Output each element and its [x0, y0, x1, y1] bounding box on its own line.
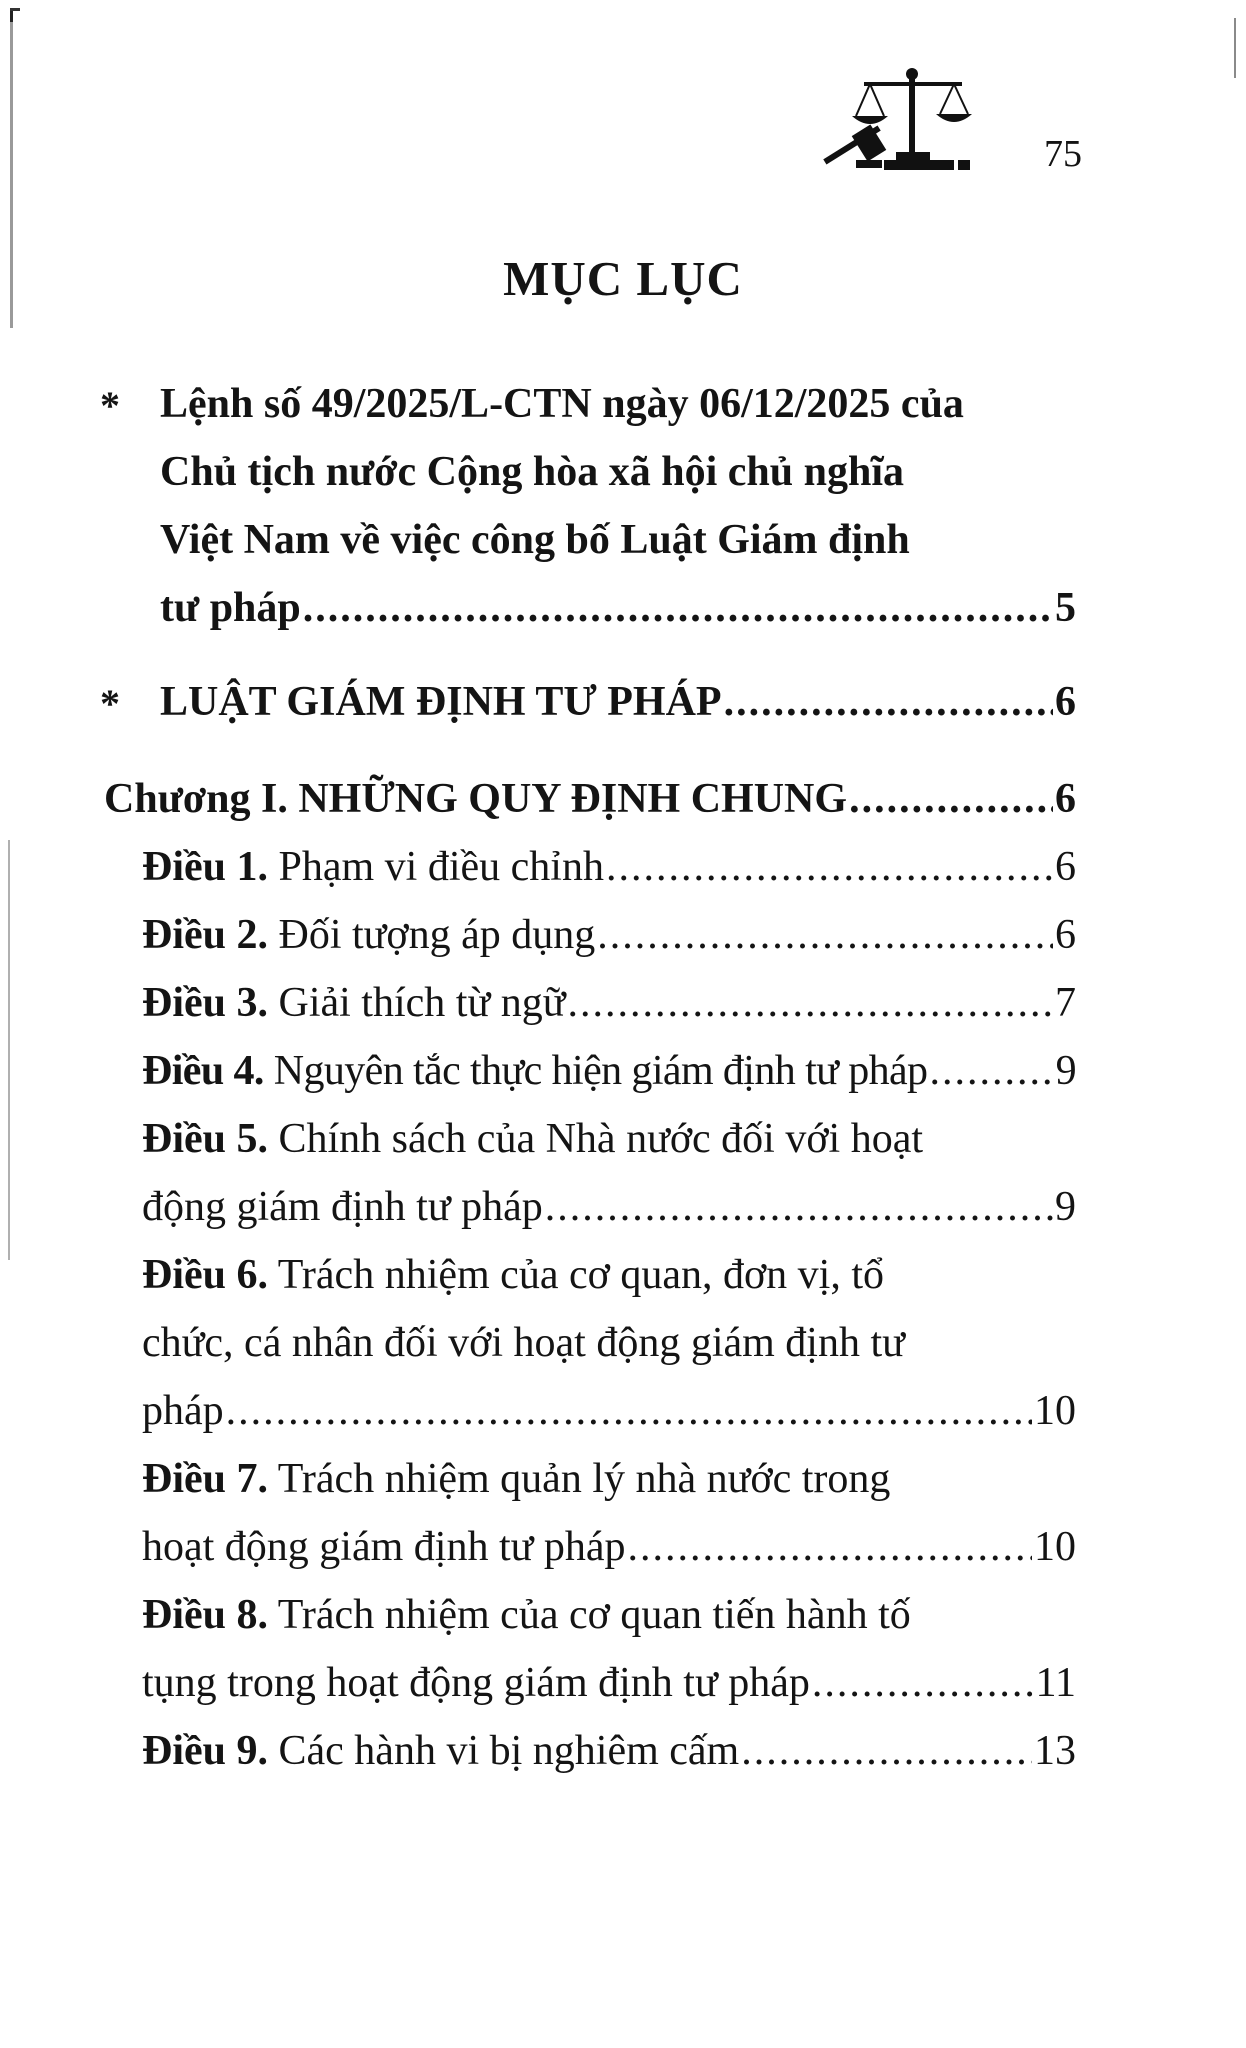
toc-page-number: 11 — [1035, 1660, 1076, 1706]
toc-entry-text: động giám định tư pháp — [142, 1184, 543, 1230]
dot-leader — [597, 901, 1053, 969]
toc-entry-text: Trách nhiệm của cơ quan, đơn vị, tổ — [277, 1252, 885, 1298]
dot-leader — [812, 1649, 1034, 1717]
toc-page-number: 6 — [1055, 679, 1076, 725]
dot-leader — [628, 1513, 1032, 1581]
toc-page-number: 9 — [1055, 1184, 1076, 1230]
toc-entry-text: Chương I. NHỮNG QUY ĐỊNH CHUNG — [104, 776, 848, 822]
dot-leader — [303, 574, 1053, 642]
dot-leader — [724, 668, 1053, 736]
toc-entry-text: Trách nhiệm của cơ quan tiến hành tố — [277, 1592, 911, 1638]
page-number: 75 — [1044, 133, 1082, 175]
toc-entry-line — [160, 370, 1076, 438]
toc-entry-line — [160, 668, 1076, 736]
toc-entry-article-1[interactable] — [142, 833, 1076, 901]
scan-edge-right — [1234, 18, 1236, 78]
toc-entry-article-5[interactable] — [142, 1105, 1076, 1241]
toc-entry-text: Trách nhiệm quản lý nhà nước trong — [277, 1456, 891, 1502]
article-label: Điều 6. — [142, 1252, 268, 1298]
article-label: Điều 8. — [142, 1592, 268, 1638]
scan-edge-left-lower — [8, 840, 10, 1260]
toc-entry-line — [142, 1513, 1076, 1581]
toc-entry-line — [142, 1649, 1076, 1717]
dot-leader — [568, 969, 1054, 1037]
toc-entry-text: Phạm vi điều chỉnh — [278, 844, 604, 890]
article-label: Điều 1. — [142, 844, 268, 890]
toc-entry-line — [142, 1445, 1076, 1513]
toc-page-number: 10 — [1034, 1524, 1076, 1570]
toc-entry-text: tụng trong hoạt động giám định tư pháp — [142, 1660, 810, 1706]
toc-entry-text: chức, cá nhân đối với hoạt động giám định tư — [142, 1320, 905, 1366]
toc-entry-line — [142, 1377, 1076, 1445]
toc-entry-article-6[interactable] — [142, 1241, 1076, 1445]
toc-entry-text: Giải thích từ ngữ — [278, 980, 566, 1026]
toc-entry-text: Lệnh số 49/2025/L-CTN ngày 06/12/2025 của — [160, 381, 964, 427]
toc-entry-law[interactable] — [160, 668, 1076, 736]
toc-page-number: 6 — [1055, 912, 1076, 958]
toc-entry-line — [142, 901, 1076, 969]
toc-page-number: 13 — [1034, 1728, 1076, 1774]
toc-entry-line — [142, 1037, 1076, 1105]
toc-entry-chapter-1[interactable] — [104, 765, 1076, 833]
toc-entry-text: Các hành vi bị nghiêm cấm — [278, 1728, 740, 1774]
toc-page-number: 6 — [1055, 776, 1076, 822]
toc-entry-text: tư pháp — [160, 585, 301, 631]
toc-entry-article-4[interactable] — [142, 1037, 1076, 1105]
toc-entry-article-3[interactable] — [142, 969, 1076, 1037]
dot-leader — [606, 833, 1053, 901]
toc-entry-text: Việt Nam về việc công bố Luật Giám định — [160, 517, 910, 563]
dot-leader — [929, 1037, 1053, 1105]
toc-entry-line — [142, 1717, 1076, 1785]
dot-leader — [849, 765, 1053, 833]
toc-entry-line — [142, 1581, 1076, 1649]
toc-entry-article-7[interactable] — [142, 1445, 1076, 1581]
toc-entry-text: hoạt động giám định tư pháp — [142, 1524, 626, 1570]
toc-entry-line — [142, 1173, 1076, 1241]
toc-entry-text: Chủ tịch nước Cộng hòa xã hội chủ nghĩa — [160, 449, 904, 495]
toc-entry-line — [142, 1241, 1076, 1309]
toc-entry-line — [142, 833, 1076, 901]
article-label: Điều 5. — [142, 1116, 268, 1162]
toc-entry-article-9[interactable] — [142, 1717, 1076, 1785]
toc-entry-line — [160, 574, 1076, 642]
toc-entry-text: LUẬT GIÁM ĐỊNH TƯ PHÁP — [160, 679, 722, 725]
toc-entry-text: Nguyên tắc thực hiện giám định tư pháp — [273, 1048, 928, 1094]
scales-of-justice-gavel-icon — [822, 64, 992, 184]
article-label: Điều 4. — [142, 1048, 264, 1094]
toc-entry-text: pháp — [142, 1388, 224, 1434]
toc-entry-line — [160, 438, 1076, 506]
toc-page-number: 9 — [1055, 1048, 1076, 1094]
bullet-star: * — [100, 383, 120, 428]
dot-leader — [226, 1377, 1032, 1445]
article-label: Điều 9. — [142, 1728, 268, 1774]
dot-leader — [741, 1717, 1032, 1785]
toc-entry-order[interactable] — [160, 370, 1076, 642]
dot-leader — [545, 1173, 1053, 1241]
article-label: Điều 7. — [142, 1456, 268, 1502]
bullet-star: * — [100, 681, 120, 726]
page-title: MỤC LỤC — [503, 251, 743, 306]
toc-page-number: 7 — [1055, 980, 1076, 1026]
toc-entry-article-8[interactable] — [142, 1581, 1076, 1717]
toc-entry-line — [142, 969, 1076, 1037]
toc-entry-text: Chính sách của Nhà nước đối với hoạt — [278, 1116, 924, 1162]
toc-entry-line — [142, 1309, 1076, 1377]
toc-entry-line — [160, 506, 1076, 574]
toc-entry-line — [104, 765, 1076, 833]
page-header — [822, 64, 1082, 184]
toc-entry-article-2[interactable] — [142, 901, 1076, 969]
toc-page-number: 10 — [1034, 1388, 1076, 1434]
article-label: Điều 3. — [142, 980, 268, 1026]
toc-page-number: 5 — [1055, 585, 1076, 631]
toc-entry-text: Đối tượng áp dụng — [278, 912, 596, 958]
toc-entry-line — [142, 1105, 1076, 1173]
article-label: Điều 2. — [142, 912, 268, 958]
toc-page-number: 6 — [1055, 844, 1076, 890]
